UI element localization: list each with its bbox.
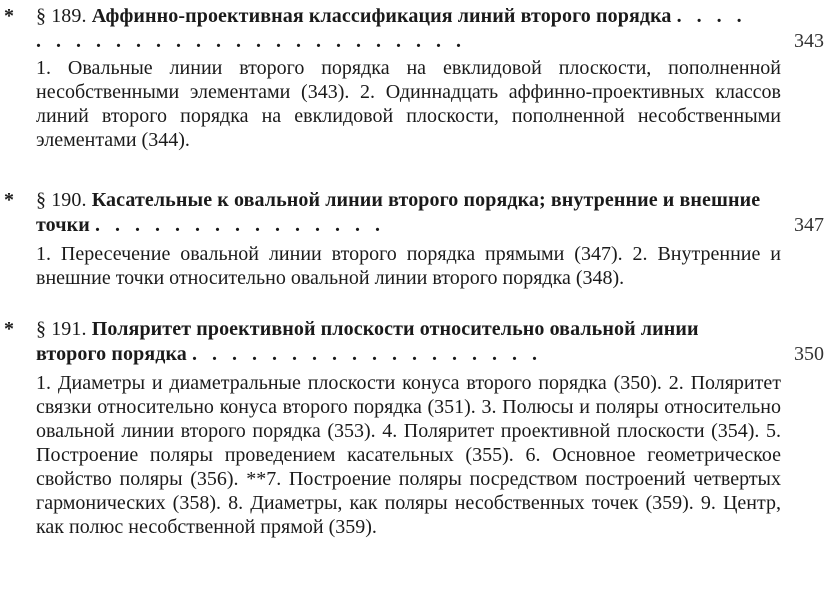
section-title: Поляритет проективной плоскости относительно овальной линии второго порядка <box>36 318 699 365</box>
page-number: 343 <box>794 30 824 52</box>
section-heading <box>36 188 766 238</box>
leader-dots: . . . . . . . . . . . . . . . . . . . . . . . . . . <box>36 5 747 52</box>
section-contents: 1. Диаметры и диаметральные плоскости конуса второго порядка (350). 2. Поляритет связки относительно конуса второго порядка (351). 3. Полюсы и поляры относительно овальной линии второго порядка (353). 4. Поляритет проективной плоскости (354). 5. Построение поляры проведением касательных (355). 6. Основное геометрическое свойство поляры (356). **7. Построение поляры посредством построений четвертых гармонических (358). 8. Диаметры, как поляры несобственных точек (359). 9. Центр, как полюс несобственной прямой (359). <box>36 372 781 538</box>
section-heading <box>36 317 766 367</box>
section-title: Аффинно-проективная классификация линий второго порядка <box>91 5 672 27</box>
optional-section-star: * <box>4 189 14 211</box>
optional-section-star: * <box>4 318 14 340</box>
optional-section-star: * <box>4 5 14 27</box>
section-number: § 189. <box>36 5 87 27</box>
section-title: Касательные к овальной линии второго порядка; внутренние и внешние точки <box>36 189 761 236</box>
leader-dots: . . . . . . . . . . . . . . . . . . <box>191 343 542 365</box>
section-heading <box>36 4 766 54</box>
leader-dots: . . . . . . . . . . . . . . . <box>94 214 385 236</box>
section-contents: 1. Пересечение овальной линии второго порядка прямыми (347). 2. Внутренние и внешние точки относительно овальной линии второго порядка (348). <box>36 243 781 289</box>
page-number: 350 <box>794 343 824 365</box>
section-contents: 1. Овальные линии второго порядка на евклидовой плоскости, пополненной несобственными элементами (343). 2. Одиннадцать аффинно-проективных классов линий второго порядка на евклидовой плоскости, пополненной несобственными элементами (344). <box>36 57 781 151</box>
section-number: § 190. <box>36 189 87 211</box>
section-number: § 191. <box>36 318 87 340</box>
page-number: 347 <box>794 214 824 236</box>
